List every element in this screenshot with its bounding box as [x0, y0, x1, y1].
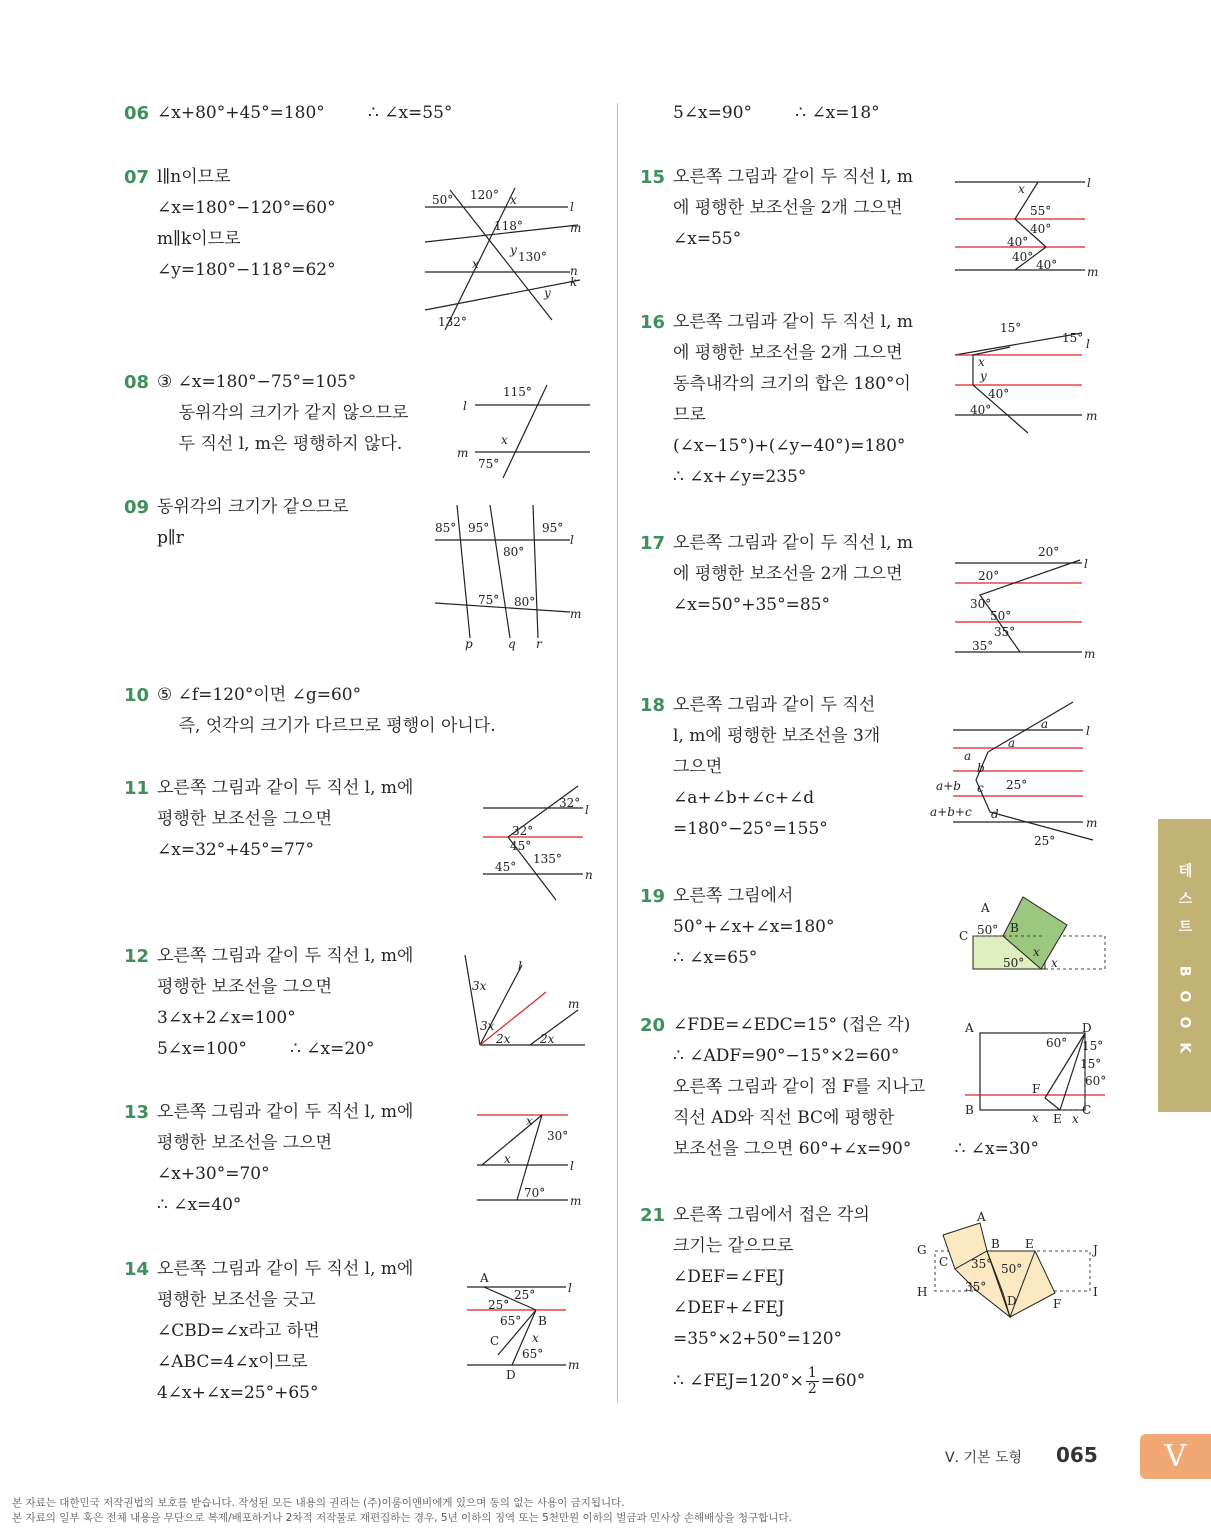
solution-18	[640, 690, 880, 845]
figure-label: 2x	[496, 1032, 511, 1046]
figure-label: 135°	[533, 852, 562, 866]
figure-label: 120°	[470, 188, 499, 202]
solution-line: 50°+∠x+∠x=180°	[673, 917, 835, 937]
figure-label: m	[568, 1358, 580, 1372]
figure-label: a+b+c	[930, 805, 972, 819]
solution-line: ∠ABC=4∠x이므로	[157, 1352, 308, 1372]
figure-label: l	[568, 1281, 572, 1295]
solution-17	[640, 528, 913, 621]
solution-line: 평행한 보조선을 그으면	[157, 809, 333, 829]
solution-line: l, m에 평행한 보조선을 3개	[673, 726, 881, 746]
figure-label: 20°	[978, 569, 1000, 583]
figure-label: 3x	[480, 1019, 495, 1033]
figure-label: 95°	[468, 521, 490, 535]
problem-number: 10	[124, 685, 150, 706]
solution-line: 오른쪽 그림과 같이 점 F를 지나고	[673, 1077, 926, 1097]
solution-line: 5∠x=90° ∴ ∠x=18°	[673, 103, 880, 123]
solution-21-conclusion: ∴ ∠FEJ=120°× $\frac{1}{2}$ =60°	[673, 1365, 866, 1397]
figure-label: c	[977, 781, 984, 795]
figure-label: 130°	[518, 250, 547, 264]
solution-line: 에 평행한 보조선을 2개 그으면	[673, 564, 903, 584]
figure-label: l	[1087, 176, 1091, 190]
solution-line: 오른쪽 그림과 같이 두 직선 l, m에	[157, 778, 414, 798]
solution-08	[124, 367, 408, 460]
solution-line: ⑤ ∠f=120°이면 ∠g=60°	[157, 685, 362, 705]
figure-label: 75°	[478, 593, 500, 607]
figure-label: x	[472, 257, 479, 271]
figure-label: 32°	[559, 796, 581, 810]
figure-label: B	[538, 1314, 547, 1328]
figure-label: D	[1082, 1021, 1092, 1035]
figure-label: E	[1053, 1112, 1062, 1126]
figure-label: x	[1018, 182, 1025, 196]
problem-number: 16	[640, 312, 666, 333]
solution-line: 에 평행한 보조선을 2개 그으면	[673, 343, 903, 363]
figure-label: A	[977, 1210, 986, 1224]
solution-line: ∴ ∠ADF=90°−15°×2=60°	[673, 1046, 900, 1066]
figure-label: 30°	[547, 1129, 569, 1143]
figure-label: 118°	[494, 219, 523, 233]
copyright-line-1: 본 자료는 대한민국 저작권법의 보호를 받습니다. 작성된 모든 내용의 권리는 (주)이룸이앤비에게 있으며 동의 없는 사용이 금지됩니다.	[12, 1497, 625, 1509]
problem-number: 21	[640, 1205, 666, 1226]
solution-line: 5∠x=100° ∴ ∠x=20°	[157, 1039, 375, 1059]
figure-label: y	[510, 243, 517, 257]
figure-20	[960, 1015, 1110, 1130]
figure-label: 40°	[970, 403, 992, 417]
figure-07	[420, 180, 590, 330]
unit-badge: V	[1140, 1434, 1211, 1479]
figure-label: 35°	[965, 1280, 987, 1294]
solution-line: ∠a+∠b+∠c+∠d	[673, 788, 815, 808]
figure-label: l	[570, 1159, 574, 1173]
solution-line: 보조선을 그으면 60°+∠x=90° ∴ ∠x=30°	[673, 1139, 1040, 1159]
figure-label: n	[585, 868, 593, 882]
solution-line: 오른쪽 그림과 같이 두 직선 l, m	[673, 533, 914, 553]
problem-number: 09	[124, 497, 150, 518]
figure-label: 70°	[524, 1186, 546, 1200]
figure-label: a+b	[936, 779, 961, 793]
figure-label: l	[1086, 724, 1090, 738]
solution-line: ③ ∠x=180°−75°=105°	[157, 372, 357, 392]
figure-label: 40°	[1012, 250, 1034, 264]
figure-label: q	[508, 637, 516, 651]
solution-line: 므로	[673, 405, 706, 425]
figure-label: 95°	[542, 521, 564, 535]
figure-label: A	[480, 1271, 489, 1285]
column-divider	[617, 103, 618, 1403]
solution-line: ∠FDE=∠EDC=15° (접은 각)	[673, 1015, 911, 1035]
solution-line: ∠x=32°+45°=77°	[157, 840, 314, 860]
solution-line: m∥k이므로	[157, 229, 241, 249]
figure-label: b	[977, 761, 985, 775]
solution-line: ∠y=180°−118°=62°	[157, 260, 336, 280]
solution-line: ∴ ∠x=40°	[157, 1195, 242, 1215]
solution-line: 오른쪽 그림과 같이 두 직선 l, m에	[157, 1102, 414, 1122]
figure-label: 60°	[1046, 1036, 1068, 1050]
solution-line: l∥n이므로	[157, 167, 231, 187]
figure-label: l	[1084, 557, 1088, 571]
figure-19	[955, 892, 1110, 974]
solution-11	[124, 773, 413, 866]
figure-label: p	[465, 637, 473, 651]
solution-line: ∴ ∠x+∠y=235°	[673, 467, 807, 487]
problem-number: 18	[640, 695, 666, 716]
solution-line: 오른쪽 그림과 같이 두 직선 l, m	[673, 312, 914, 332]
side-tab: 테스트 BOOK	[1158, 819, 1211, 1112]
solution-line: 4∠x+∠x=25°+65°	[157, 1383, 319, 1403]
solution-19	[640, 881, 834, 974]
solution-14	[124, 1254, 413, 1409]
solution-line: 동측내각의 크기의 합은 180°이	[673, 374, 911, 394]
problem-number: 07	[124, 167, 150, 188]
figure-label: 50°	[990, 609, 1012, 623]
figure-label: 35°	[972, 639, 994, 653]
figure-label: x	[1032, 1111, 1039, 1125]
solution-line: 동위각의 크기가 같으므로	[157, 497, 349, 517]
figure-label: 40°	[1030, 222, 1052, 236]
figure-label: E	[1025, 1237, 1034, 1251]
figure-label: 55°	[1030, 204, 1052, 218]
solution-line: ∴ ∠x=65°	[673, 948, 758, 968]
figure-label: 65°	[500, 1314, 522, 1328]
figure-15	[950, 172, 1100, 284]
solution-line: (∠x−15°)+(∠y−40°)=180°	[673, 436, 906, 456]
solution-cont	[640, 98, 880, 129]
figure-label: C	[1082, 1103, 1092, 1117]
figure-label: l	[570, 200, 574, 214]
figure-12	[460, 950, 590, 1050]
figure-label: 65°	[522, 1347, 544, 1361]
figure-label: 15°	[1000, 321, 1022, 335]
footer-chapter: Ⅴ. 기본 도형	[945, 1450, 1023, 1466]
figure-11	[478, 783, 598, 903]
figure-label: 15°	[1082, 1039, 1104, 1053]
figure-label: A	[981, 901, 990, 915]
figure-label: n	[570, 264, 578, 278]
figure-label: A	[965, 1021, 974, 1035]
figure-label: 75°	[478, 457, 500, 471]
figure-label: D	[506, 1368, 516, 1382]
figure-label: D	[1007, 1294, 1017, 1308]
figure-label: 80°	[503, 545, 525, 559]
figure-09	[430, 500, 590, 655]
figure-label: m	[1084, 647, 1096, 661]
figure-label: x	[510, 193, 517, 207]
figure-label: 25°	[1006, 778, 1028, 792]
solution-line: =180°−25°=155°	[673, 819, 828, 839]
problem-number: 20	[640, 1015, 666, 1036]
figure-label: m	[1087, 265, 1099, 279]
figure-label: x	[978, 355, 985, 369]
figure-16	[950, 318, 1100, 436]
figure-label: 25°	[514, 1288, 536, 1302]
figure-label: B	[991, 1237, 1000, 1251]
figure-label: x	[504, 1152, 511, 1166]
figure-label: a	[964, 749, 972, 763]
solution-line: 에 평행한 보조선을 2개 그으면	[673, 198, 903, 218]
figure-label: 25°	[1034, 834, 1056, 848]
figure-label: m	[570, 607, 582, 621]
figure-label: m	[1086, 409, 1098, 423]
solution-line: 두 직선 l, m은 평행하지 않다.	[157, 434, 403, 454]
solution-09	[124, 492, 348, 554]
solution-line: ∠x+80°+45°=180° ∴ ∠x=55°	[157, 103, 453, 123]
solution-15	[640, 162, 913, 255]
figure-label: H	[917, 1285, 928, 1299]
solution-line: ∠DEF=∠FEJ	[673, 1267, 785, 1287]
figure-label: 132°	[438, 315, 467, 329]
figure-label: d	[991, 807, 999, 821]
solution-line: ∠x=50°+35°=85°	[673, 595, 830, 615]
figure-label: m	[1086, 816, 1098, 830]
figure-label: C	[939, 1255, 949, 1269]
solution-line: 즉, 엇각의 크기가 다르므로 평행이 아니다.	[157, 716, 496, 736]
solution-line: 평행한 보조선을 그으면	[157, 977, 333, 997]
figure-label: 40°	[1007, 235, 1029, 249]
figure-label: a	[1041, 717, 1049, 731]
solution-line: 크기는 같으므로	[673, 1236, 794, 1256]
figure-label: 50°	[977, 923, 999, 937]
figure-label: l	[1086, 337, 1090, 351]
figure-label: y	[980, 369, 987, 383]
solution-line: 오른쪽 그림과 같이 두 직선	[673, 695, 876, 715]
solution-line: p∥r	[157, 528, 184, 548]
figure-label: 3x	[472, 979, 487, 993]
figure-label: m	[570, 221, 582, 235]
figure-label: B	[1010, 921, 1019, 935]
solution-07	[124, 162, 336, 286]
copyright-line-2: 본 자료의 일부 혹은 전체 내용을 무단으로 복제/배포하거나 2차적 저작물로 재편집하는 경우, 5년 이하의 징역 또는 5천만원 이하의 벌금과 민사상 손해배상을 청구합니다.	[12, 1512, 792, 1524]
figure-label: m	[570, 1194, 582, 1208]
figure-label: 30°	[970, 597, 992, 611]
figure-label: 85°	[435, 521, 457, 535]
solution-12	[124, 941, 413, 1065]
solution-line: 오른쪽 그림과 같이 두 직선 l, m에	[157, 1259, 414, 1279]
solution-line: ∠x=180°−120°=60°	[157, 198, 336, 218]
figure-label: 50°	[432, 193, 454, 207]
solution-line: ∠x+30°=70°	[157, 1164, 270, 1184]
figure-label: l	[518, 959, 522, 973]
figure-label: 32°	[512, 824, 534, 838]
figure-label: C	[490, 1334, 500, 1348]
figure-label: 20°	[1038, 545, 1060, 559]
problem-number: 06	[124, 103, 150, 124]
figure-label: 40°	[988, 387, 1010, 401]
figure-label: 2x	[540, 1032, 555, 1046]
solution-line: 직선 AD와 직선 BC에 평행한	[673, 1108, 895, 1128]
figure-18	[928, 700, 1108, 850]
figure-label: 45°	[495, 860, 517, 874]
figure-label: x	[532, 1331, 539, 1345]
figure-label: 45°	[510, 839, 532, 853]
figure-label: 35°	[971, 1257, 993, 1271]
figure-label: J	[1093, 1243, 1098, 1257]
figure-label: 15°	[1062, 331, 1084, 345]
figure-14	[462, 1265, 592, 1385]
figure-label: F	[1053, 1297, 1062, 1311]
page-number: 065	[1056, 1443, 1098, 1467]
problem-number: 08	[124, 372, 150, 393]
figure-label: k	[570, 275, 578, 289]
solution-16	[640, 307, 913, 493]
figure-label: 60°	[1085, 1074, 1107, 1088]
figure-label: C	[959, 929, 969, 943]
solution-line: ∠CBD=∠x라고 하면	[157, 1321, 320, 1341]
figure-label: B	[965, 1103, 974, 1117]
figure-label: 15°	[1080, 1057, 1102, 1071]
figure-08	[455, 380, 595, 480]
figure-label: m	[568, 997, 580, 1011]
problem-number: 12	[124, 946, 150, 967]
figure-label: x	[1051, 956, 1058, 970]
figure-label: 50°	[1001, 1262, 1023, 1276]
solution-line: 평행한 보조선을 그으면	[157, 1133, 333, 1153]
problem-number: 17	[640, 533, 666, 554]
problem-number: 19	[640, 886, 666, 907]
solution-line: 오른쪽 그림과 같이 두 직선 l, m에	[157, 946, 414, 966]
figure-label: 35°	[994, 625, 1016, 639]
figure-label: x	[526, 1114, 533, 1128]
figure-label: x	[501, 433, 508, 447]
figure-label: l	[463, 399, 467, 413]
figure-label: r	[536, 637, 542, 651]
solution-13	[124, 1097, 413, 1221]
figure-21	[915, 1205, 1110, 1325]
figure-label: 80°	[514, 595, 536, 609]
figure-13	[472, 1105, 592, 1215]
figure-label: 50°	[1003, 956, 1025, 970]
figure-label: 25°	[488, 1298, 510, 1312]
solution-line: =35°×2+50°=120°	[673, 1329, 843, 1349]
problem-number: 15	[640, 167, 666, 188]
figure-label: l	[570, 533, 574, 547]
problem-number: 14	[124, 1259, 150, 1280]
solution-line: 평행한 보조선을 긋고	[157, 1290, 316, 1310]
solution-line: 동위각의 크기가 같지 않으므로	[157, 403, 409, 423]
figure-label: l	[585, 803, 589, 817]
solution-line: 오른쪽 그림에서 접은 각의	[673, 1205, 870, 1225]
figure-label: I	[1093, 1285, 1098, 1299]
figure-label: 115°	[503, 385, 532, 399]
solution-line: ∠x=55°	[673, 229, 742, 249]
figure-label: a	[1008, 736, 1016, 750]
solution-line: 오른쪽 그림과 같이 두 직선 l, m	[673, 167, 914, 187]
figure-17	[950, 540, 1100, 665]
figure-label: m	[457, 446, 469, 460]
solution-10	[124, 680, 496, 742]
solution-06	[124, 98, 452, 129]
figure-label: y	[544, 286, 551, 300]
problem-number: 13	[124, 1102, 150, 1123]
problem-number: 11	[124, 778, 150, 799]
figure-label: G	[917, 1243, 927, 1257]
figure-label: x	[1033, 945, 1040, 959]
solution-line: 그으면	[673, 757, 723, 777]
figure-label: 40°	[1036, 258, 1058, 272]
solution-21	[640, 1200, 870, 1355]
solution-line: 3∠x+2∠x=100°	[157, 1008, 296, 1028]
solution-line: ∠DEF+∠FEJ	[673, 1298, 785, 1318]
figure-label: x	[1072, 1112, 1079, 1126]
solution-line: 오른쪽 그림에서	[673, 886, 794, 906]
figure-label: F	[1032, 1082, 1041, 1096]
